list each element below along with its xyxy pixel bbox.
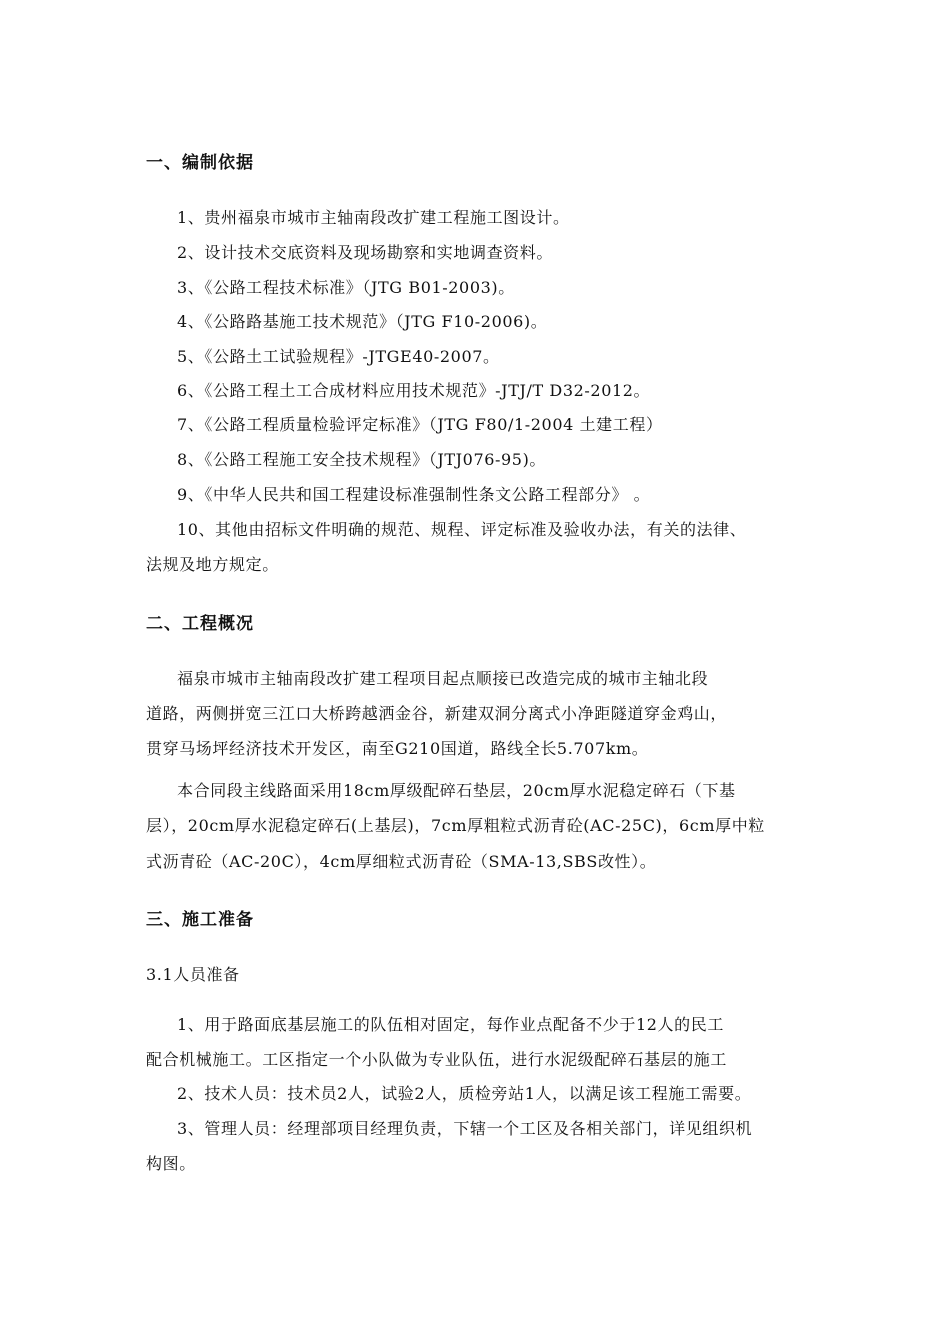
basis-item-10-cont: 法规及地方规定。 bbox=[146, 555, 279, 574]
basis-item-5: 5、《公路土工试验规程》-JTGE40-2007。 bbox=[177, 347, 500, 366]
overview-para2-line1: 本合同段主线路面采用18cm厚级配碎石垫层，20cm厚水泥稳定碎石（下基 bbox=[177, 781, 736, 800]
subsection-personnel: 3.1人员准备 bbox=[146, 965, 240, 984]
personnel-item-1-cont: 配合机械施工。工区指定一个小队做为专业队伍，进行水泥级配碎石基层的施工 bbox=[146, 1050, 728, 1069]
basis-item-7: 7、《公路工程质量检验评定标准》（JTG F80/1-2004 土建工程） bbox=[177, 415, 663, 434]
overview-para2-line2: 层），20cm厚水泥稳定碎石(上基层)，7cm厚粗粒式沥青砼(AC-25C)，6cm厚中粒 bbox=[146, 816, 765, 835]
basis-item-3: 3、《公路工程技术标准》（JTG B01-2003)。 bbox=[177, 278, 515, 297]
personnel-item-1: 1、用于路面底基层施工的队伍相对固定，每作业点配备不少于12人的民工 bbox=[177, 1015, 724, 1034]
overview-para1-line3: 贯穿马场坪经济技术开发区，南至G210国道，路线全长5.707km。 bbox=[146, 739, 649, 758]
section-heading-basis: 一、编制依据 bbox=[146, 153, 254, 173]
basis-item-1: 1、贵州福泉市城市主轴南段改扩建工程施工图设计。 bbox=[177, 208, 570, 227]
overview-para1-line1: 福泉市城市主轴南段改扩建工程项目起点顺接已改造完成的城市主轴北段 bbox=[177, 669, 709, 688]
personnel-item-3: 3、管理人员：经理部项目经理负责，下辖一个工区及各相关部门，详见组织机 bbox=[177, 1119, 753, 1138]
basis-item-8: 8、《公路工程施工安全技术规程》（JTJ076-95)。 bbox=[177, 450, 547, 469]
section-heading-overview: 二、工程概况 bbox=[146, 614, 254, 634]
personnel-item-2: 2、技术人员：技术员2人，试验2人，质检旁站1人，以满足该工程施工需要。 bbox=[177, 1084, 752, 1103]
basis-item-2: 2、设计技术交底资料及现场勘察和实地调查资料。 bbox=[177, 243, 553, 262]
personnel-item-3-cont: 构图。 bbox=[146, 1154, 196, 1173]
overview-para2-line3: 式沥青砼（AC-20C），4cm厚细粒式沥青砼（SMA-13,SBS改性）。 bbox=[146, 852, 657, 871]
basis-item-9: 9、《中华人民共和国工程建设标准强制性条文公路工程部分》 。 bbox=[177, 485, 651, 504]
basis-item-6: 6、《公路工程土工合成材料应用技术规范》-JTJ/T D32-2012。 bbox=[177, 381, 651, 400]
section-heading-preparation: 三、施工准备 bbox=[146, 910, 254, 930]
overview-para1-line2: 道路，两侧拼宽三江口大桥跨越洒金谷，新建双洞分离式小净距隧道穿金鸡山， bbox=[146, 704, 728, 723]
basis-item-4: 4、《公路路基施工技术规范》（JTG F10-2006)。 bbox=[177, 312, 548, 331]
basis-item-10: 10、其他由招标文件明确的规范、规程、评定标准及验收办法，有关的法律、 bbox=[177, 520, 747, 539]
